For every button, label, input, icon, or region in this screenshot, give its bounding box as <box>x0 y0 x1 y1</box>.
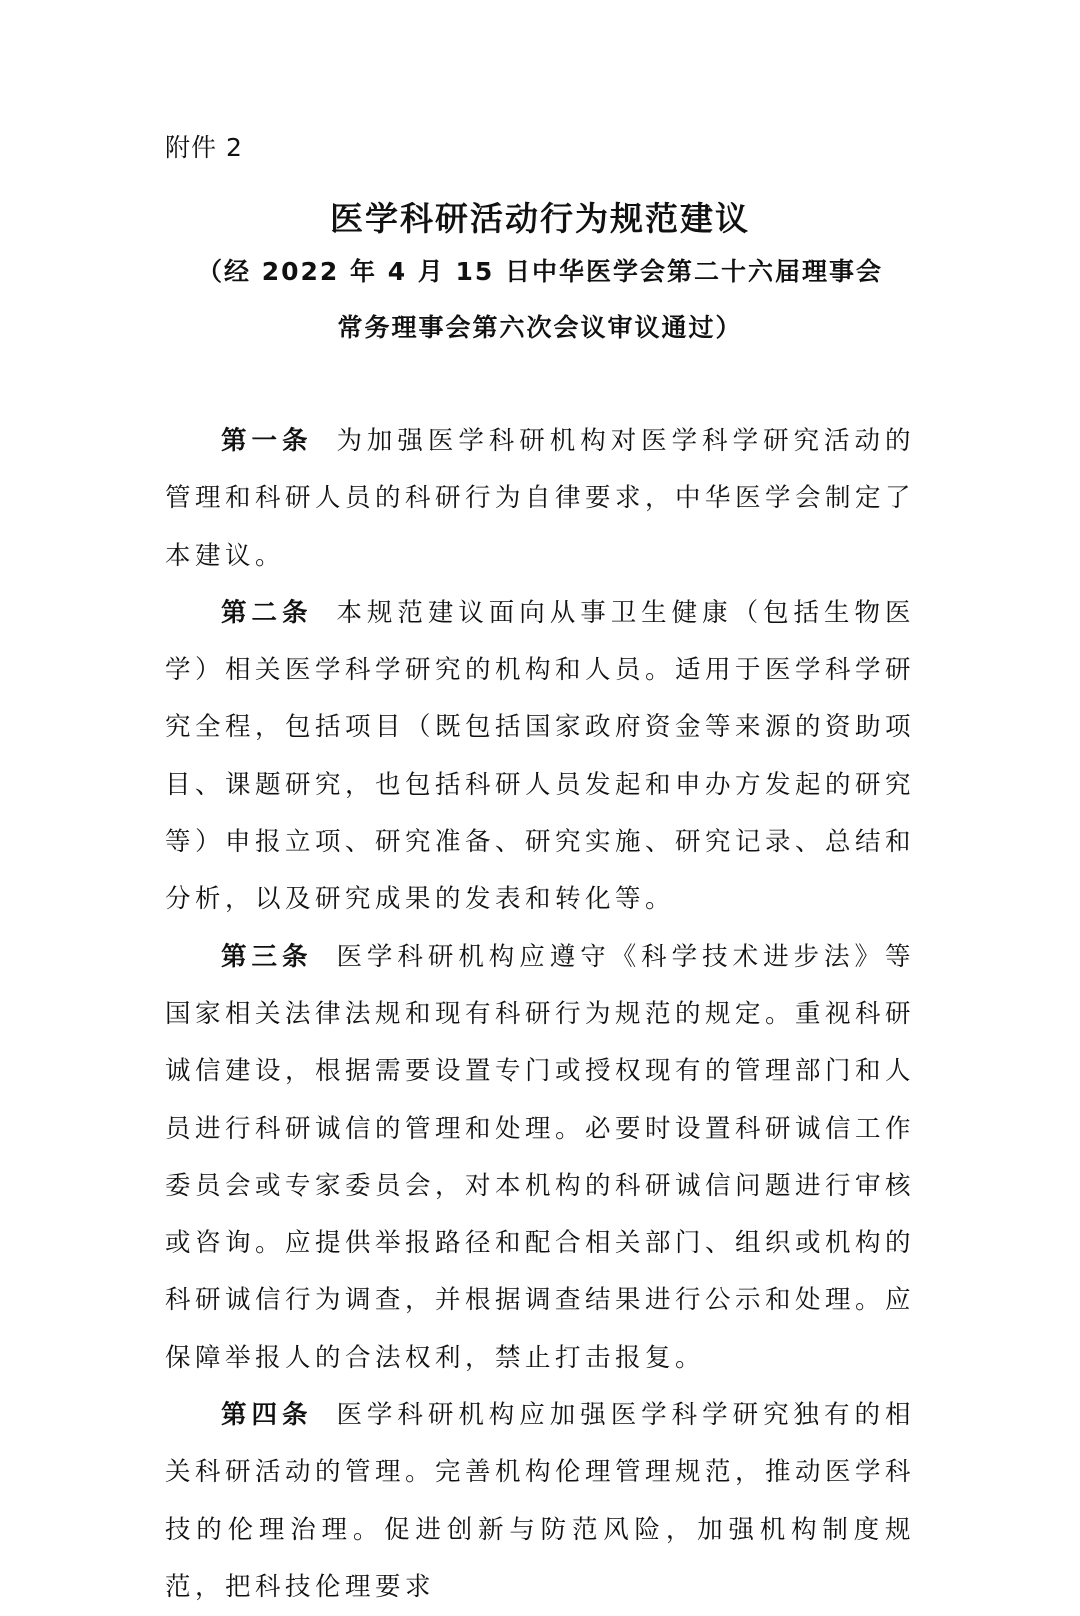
article-text: 医学科研机构应加强医学科学研究独有的相关科研活动的管理。完善机构伦理管理规范，推动医学科技的伦理治理。促进创新与防范风险，加强机构制度规范，把科技伦理要求 <box>165 1400 916 1602</box>
article-text: 本规范建议面向从事卫生健康（包括生物医学）相关医学科学研究的机构和人员。适用于医学科学研究全程，包括项目（既包括国家政府资金等来源的资助项目、课题研究，也包括科研人员发起和申办方发起的研究等）申报立项、研究准备、研究实施、研究记录、总结和分析，以及研究成果的发表和转化等。 <box>165 597 916 915</box>
article-label: 第四条 <box>221 1400 313 1431</box>
article-3 <box>165 929 915 1387</box>
approval-note-line-2: 常务理事会第六次会议审议通过） <box>337 313 743 342</box>
article-label: 第一条 <box>221 426 313 456</box>
approval-note-line-1: （经 2022 年 4 月 15 日中华医学会第二十六届理事会 <box>197 257 883 286</box>
article-2 <box>165 585 915 929</box>
article-4 <box>165 1387 915 1616</box>
article-label: 第二条 <box>221 597 313 628</box>
article-text: 为加强医学科研机构对医学科学研究活动的管理和科研人员的科研行为自律要求，中华医学会制定了本建议。 <box>165 426 916 571</box>
article-label: 第三条 <box>221 941 313 972</box>
document-body <box>165 413 915 1616</box>
article-text: 医学科研机构应遵守《科学技术进步法》等国家相关法律法规和现有科研行为规范的规定。重视科研诚信建设，根据需要设置专门或授权现有的管理部门和人员进行科研诚信的管理和处理。必要时设置科研诚信工作委员会或专家委员会，对本机构的科研诚信问题进行审核或咨询。应提供举报路径和配合相关部门、组织或机构的科研诚信行为调查，并根据调查结果进行公示和处理。应保障举报人的合法权利，禁止打击报复。 <box>165 941 916 1373</box>
document-title: 医学科研活动行为规范建议 <box>330 199 750 238</box>
article-1 <box>165 413 915 585</box>
attachment-label: 附件 2 <box>165 133 243 162</box>
